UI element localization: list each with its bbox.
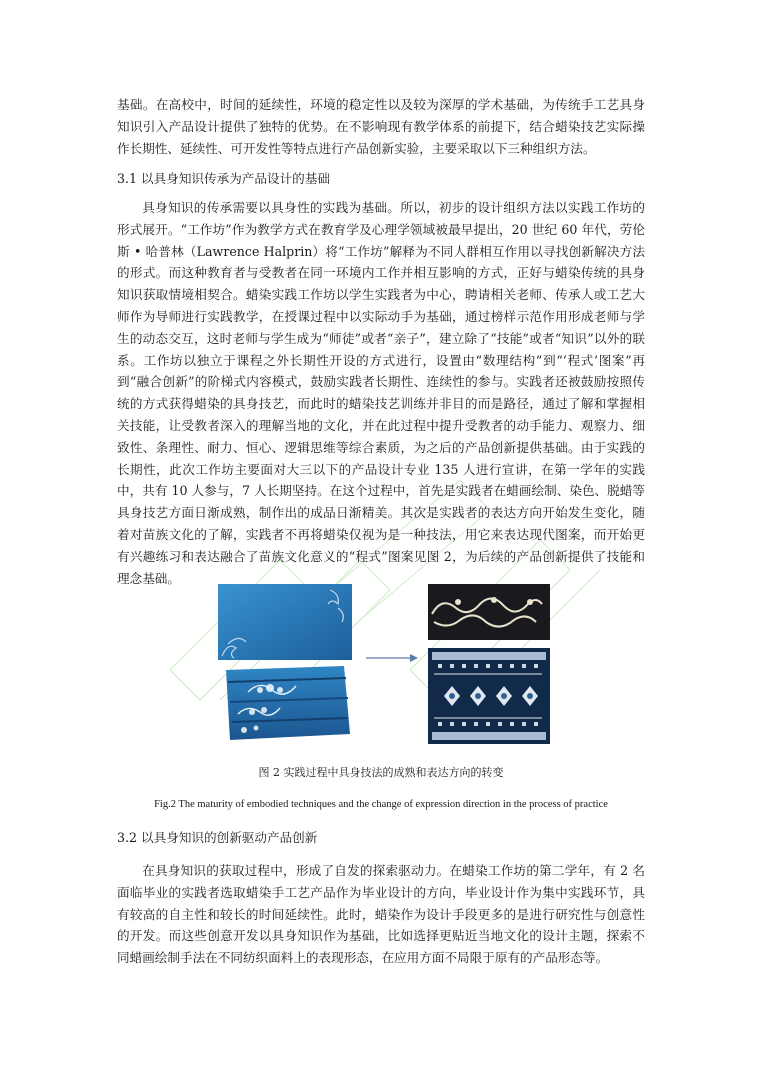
figure-caption-english: Fig.2 The maturity of embodied techniques and the change of expression direction in the process of practice [154, 799, 608, 810]
figure-caption-chinese: 图 2 实践过程中具身技法的成熟和表达方向的转变 [258, 766, 504, 779]
arrow-icon [366, 654, 418, 662]
figure-2 [218, 584, 550, 744]
figure-left-blue-cloth [218, 584, 352, 740]
section-3-2-heading: 3.2 以具身知识的创新驱动产品创新 [117, 830, 318, 845]
intro-paragraph: 基础。在高校中，时间的延续性，环境的稳定性以及较为深厚的学术基础，为传统手工艺具身知识引入产品设计提供了独特的优势。在不影响现有教学体系的前提下，结合蜡染技艺实际操作长期性、延续性、可开发性等特点进行产品创新实验，主要采取以下三种组织方法。 [117, 97, 645, 156]
section-3-1-heading: 3.1 以具身知识传承为产品设计的基础 [117, 171, 330, 186]
section-3-1-paragraph: 具身知识的传承需要以具身性的实践为基础。所以，初步的设计组织方法以实践工作坊的形式展开。“工作坊”作为教学方式在教育学及心理学领域被最早提出，20 世纪 60 年代，劳伦斯 • 哈普林（Lawrence Halprin）将“工作坊”解释为不同人群相互作用以寻找创新解决方法的形式。而这种教育者与受教者在同一环境内工作并相互影响的方式，正好与蜡染传统的具身知识获取情境相契合。蜡染实践工作坊以学生实践者为中心，聘请相关老师、传承人或工艺大师作为导师进行实践教学，在授课过程中以实际动手为基础，通过榜样示范作用形成老师与学生的动态交互，这时老师与学生成为“师徒”或者“亲子”，建立除了“技能”或者“知识”以外的联系。工作坊以独立于课程之外长期性开设的方式进行，设置由“数理结构”到“‘程式’图案”再到“融合创新”的阶梯式内容模式，鼓励实践者长期性、连续性的参与。实践者还被鼓励按照传统的方式获得蜡染的具身技艺，而此时的蜡染技艺训练并非目的而是路径，通过了解和掌握相关技能，让受教者深入的理解当地的文化，并在此过程中提升受教者的动手能力、观察力、细致性、条理性、耐力、恒心、逻辑思维等综合素质，为之后的产品创新提供基础。由于实践的长期性，此次工作坊主要面对大三以下的产品设计专业 135 人进行宣讲，在第一学年的实践中，共有 10 人参与，7 人长期坚持。在这个过程中，首先是实践者在蜡画绘制、染色、脱蜡等具身技艺方面日渐成熟，制作出的成品日渐精美。其次是实践者的表达方向开始发生变化，随着对苗族文化的了解，实践者不再将蜡染仅视为是一种技法，用它来表达现代图案，而开始更有兴趣练习和表达融合了苗族文化意义的“程式”图案见图 2，为后续的产品创新提供了技能和理念基础。 [117, 200, 645, 586]
figure-right-black-embroidery [428, 584, 550, 744]
section-3-2-paragraph: 在具身知识的获取过程中，形成了自发的探索驱动力。在蜡染工作坊的第二学年，有 2 名面临毕业的实践者选取蜡染手工艺产品作为毕业设计的方向，毕业设计作为集中实践环节，具有较高的自主性和较长的时间延续性。此时，蜡染作为设计手段更多的是进行研究性与创意性的开发。而这些创意开发以具身知识作为基础，比如选择更贴近当地文化的设计主题，探索不同蜡画绘制手法在不同纺织面料上的表现形态，在应用方面不局限于原有的产品形态等。 [117, 863, 645, 966]
